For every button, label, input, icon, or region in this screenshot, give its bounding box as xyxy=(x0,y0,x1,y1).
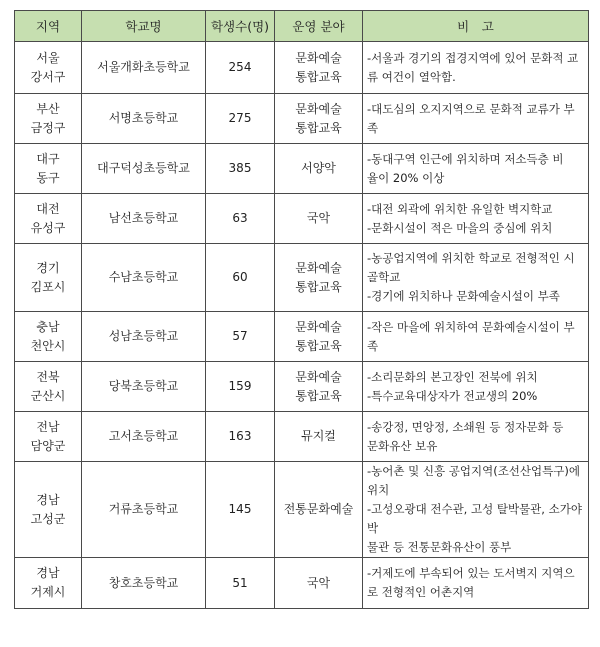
notes-cell-line: -문화시설이 적은 마을의 중심에 위치 xyxy=(367,220,553,235)
field-cell-line: 문화예술 xyxy=(295,101,342,116)
notes-cell xyxy=(363,462,589,558)
notes-cell-line: -서울과 경기의 접경지역에 있어 문화적 교 xyxy=(367,50,579,65)
field-cell-line: 통합교육 xyxy=(295,279,342,294)
notes-cell xyxy=(363,412,589,462)
table-row xyxy=(15,42,589,94)
notes-cell-line: -고성오광대 전수관, 고성 탈박물관, 소가야 박 xyxy=(367,502,582,535)
notes-cell-line: 로 전형적인 어촌지역 xyxy=(367,585,475,599)
school-name-cell: 성남초등학교 xyxy=(82,312,206,362)
region-cell xyxy=(15,312,82,362)
field-cell-line: 서양악 xyxy=(301,161,336,175)
region-cell xyxy=(15,194,82,244)
notes-cell xyxy=(363,144,589,194)
region-cell xyxy=(15,144,82,194)
notes-cell xyxy=(363,244,589,312)
student-count-cell: 57 xyxy=(206,312,275,362)
school-name-cell: 수남초등학교 xyxy=(82,244,206,312)
notes-cell-line: -경기에 위치하나 문화예술시설이 부족 xyxy=(367,289,560,303)
region-cell xyxy=(15,558,82,609)
table-row xyxy=(15,462,589,558)
region-cell-line: 김포시 xyxy=(30,279,66,294)
school-name-cell: 서울개화초등학교 xyxy=(82,42,206,94)
table-body xyxy=(15,42,589,609)
field-cell xyxy=(275,312,363,362)
region-cell-line: 담양군 xyxy=(30,438,66,453)
notes-cell xyxy=(363,558,589,609)
table-row xyxy=(15,144,589,194)
field-cell xyxy=(275,144,363,194)
table-row xyxy=(15,94,589,144)
field-cell xyxy=(275,94,363,144)
field-cell-line: 문화예술 xyxy=(295,260,342,275)
notes-cell-line: -대전 외곽에 위치한 유일한 벽지학교 xyxy=(367,201,553,216)
notes-cell-line: -작은 마을에 위치하여 문화예술시설이 부 xyxy=(367,319,575,334)
notes-cell-line: 족 xyxy=(367,338,379,353)
region-cell-line: 전남 xyxy=(36,419,60,434)
student-count-cell: 159 xyxy=(206,362,275,412)
field-cell-line: 전통문화예술 xyxy=(283,502,354,516)
region-cell-line: 강서구 xyxy=(30,69,66,84)
table-row xyxy=(15,412,589,462)
notes-cell-line: -송강정, 면앙정, 소쇄원 등 정자문화 등 xyxy=(367,419,564,434)
field-cell-line: 국악 xyxy=(306,575,331,590)
header-school: 학교명 xyxy=(82,11,206,42)
header-region: 지역 xyxy=(15,11,82,42)
region-cell xyxy=(15,42,82,94)
header-students: 학생수(명) xyxy=(206,11,275,42)
header-field: 운영 분야 xyxy=(275,11,363,42)
school-name-cell: 대구덕성초등학교 xyxy=(82,144,206,194)
student-count-cell: 385 xyxy=(206,144,275,194)
student-count-cell: 51 xyxy=(206,558,275,609)
notes-cell-line: 족 xyxy=(367,120,379,135)
region-cell xyxy=(15,244,82,312)
notes-cell xyxy=(363,42,589,94)
region-cell-line: 부산 xyxy=(36,101,60,116)
notes-cell-line: -농공업지역에 위치한 학교로 전형적인 시 xyxy=(367,251,575,265)
school-name-cell: 당북초등학교 xyxy=(82,362,206,412)
region-cell xyxy=(15,462,82,558)
field-cell-line: 문화예술 xyxy=(295,369,342,384)
field-cell-line: 통합교육 xyxy=(295,388,342,403)
header-notes: 비 고 xyxy=(363,11,589,42)
notes-cell-line: -거제도에 부속되어 있는 도서벽지 지역으 xyxy=(367,566,575,580)
region-cell-line: 군산시 xyxy=(30,388,66,403)
field-cell xyxy=(275,42,363,94)
region-cell-line: 유성구 xyxy=(30,220,66,235)
table-row xyxy=(15,362,589,412)
table-row xyxy=(15,558,589,609)
field-cell-line: 통합교육 xyxy=(295,69,342,84)
region-cell-line: 대전 xyxy=(36,201,60,216)
table-row xyxy=(15,312,589,362)
field-cell-line: 뮤지컬 xyxy=(301,429,336,443)
field-cell xyxy=(275,558,363,609)
notes-cell-line: 류 여건이 열악함. xyxy=(367,69,456,84)
notes-cell xyxy=(363,312,589,362)
student-count-cell: 60 xyxy=(206,244,275,312)
notes-cell-line: -동대구역 인근에 위치하며 저소득층 비 xyxy=(367,151,564,166)
header-row xyxy=(15,11,589,42)
student-count-cell: 163 xyxy=(206,412,275,462)
field-cell xyxy=(275,462,363,558)
notes-cell-line: -농어촌 및 신흥 공업지역(조선산업특구)에 xyxy=(367,464,580,478)
school-name-cell: 남선초등학교 xyxy=(82,194,206,244)
notes-cell-line: -소리문화의 본고장인 전북에 위치 xyxy=(367,369,538,384)
region-cell xyxy=(15,412,82,462)
notes-cell-line: -특수교육대상자가 전교생의 20% xyxy=(367,388,538,403)
notes-cell-line: 위치 xyxy=(367,483,390,497)
school-table xyxy=(14,10,589,609)
notes-cell-line: 율이 20% 이상 xyxy=(367,170,445,185)
school-name-cell: 고서초등학교 xyxy=(82,412,206,462)
field-cell-line: 국악 xyxy=(306,211,331,225)
field-cell xyxy=(275,194,363,244)
field-cell-line: 문화예술 xyxy=(295,319,342,334)
notes-cell-line: 골학교 xyxy=(367,270,401,284)
school-name-cell: 거류초등학교 xyxy=(82,462,206,558)
region-cell-line: 경남 xyxy=(36,492,60,507)
region-cell-line: 동구 xyxy=(36,170,60,185)
notes-cell-line: 물관 등 전통문화유산이 풍부 xyxy=(367,540,512,554)
school-name-cell: 서명초등학교 xyxy=(82,94,206,144)
field-cell-line: 통합교육 xyxy=(295,338,342,353)
student-count-cell: 254 xyxy=(206,42,275,94)
student-count-cell: 275 xyxy=(206,94,275,144)
region-cell-line: 경남 xyxy=(36,566,60,580)
school-table-container xyxy=(14,10,588,609)
notes-cell xyxy=(363,194,589,244)
notes-cell-line: -대도심의 오지지역으로 문화적 교류가 부 xyxy=(367,101,575,116)
field-cell xyxy=(275,412,363,462)
notes-cell xyxy=(363,362,589,412)
region-cell-line: 거제시 xyxy=(30,585,66,599)
region-cell-line: 서울 xyxy=(36,50,60,65)
school-name-cell: 창호초등학교 xyxy=(82,558,206,609)
field-cell-line: 통합교육 xyxy=(295,120,342,135)
region-cell xyxy=(15,362,82,412)
region-cell-line: 고성군 xyxy=(30,511,66,526)
notes-cell xyxy=(363,94,589,144)
region-cell-line: 충남 xyxy=(36,319,60,334)
region-cell-line: 금정구 xyxy=(30,120,66,135)
notes-cell-line: 문화유산 보유 xyxy=(367,438,438,453)
field-cell-line: 문화예술 xyxy=(295,50,342,65)
table-row xyxy=(15,244,589,312)
region-cell-line: 대구 xyxy=(36,151,60,166)
field-cell xyxy=(275,362,363,412)
region-cell-line: 천안시 xyxy=(30,338,66,353)
region-cell-line: 경기 xyxy=(36,260,60,275)
student-count-cell: 145 xyxy=(206,462,275,558)
region-cell-line: 전북 xyxy=(36,369,60,384)
field-cell xyxy=(275,244,363,312)
student-count-cell: 63 xyxy=(206,194,275,244)
table-row xyxy=(15,194,589,244)
region-cell xyxy=(15,94,82,144)
